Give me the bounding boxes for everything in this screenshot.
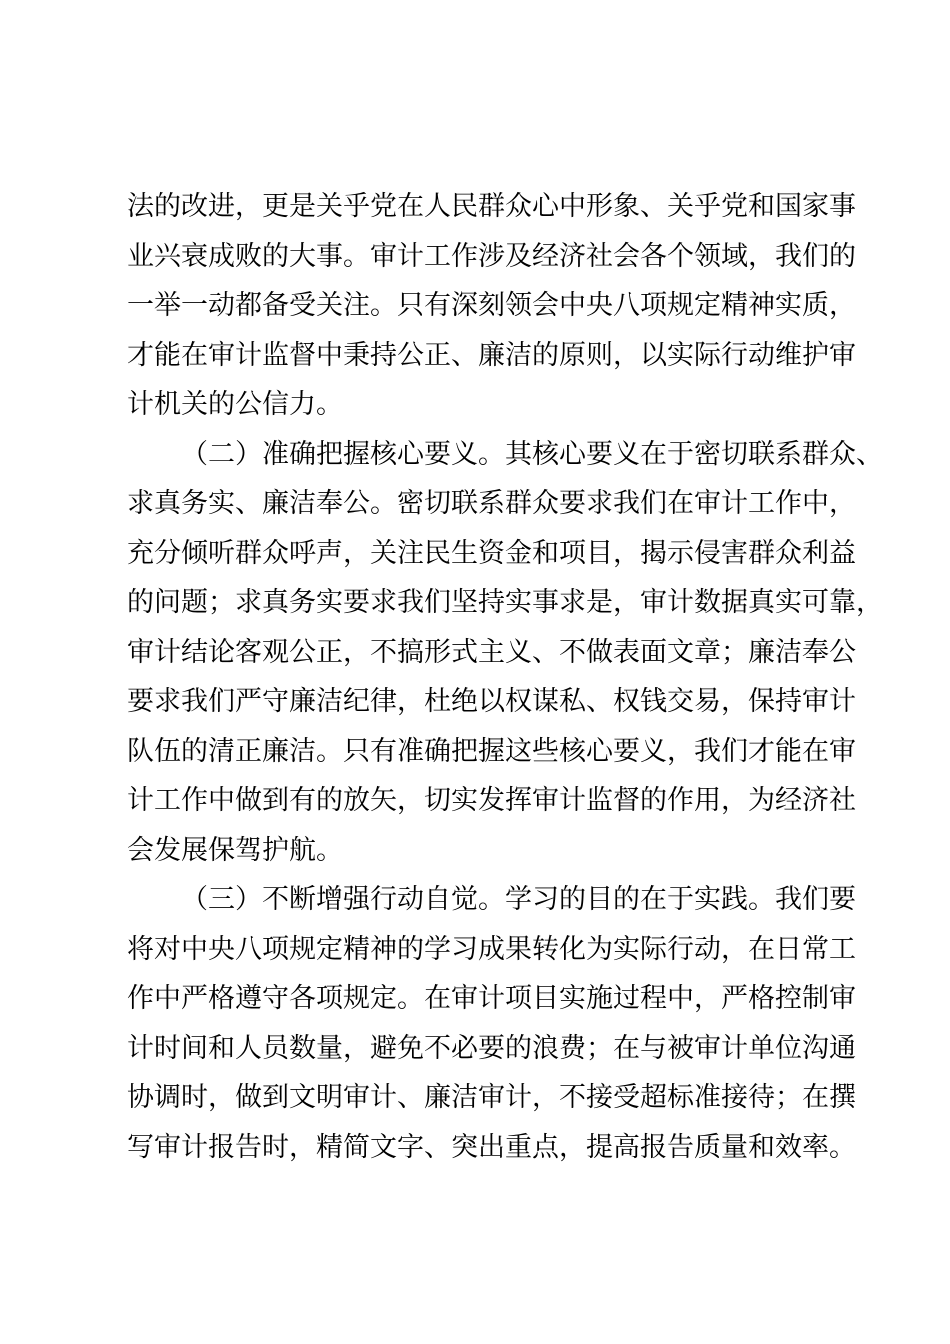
text-line: 法的改进，更是关乎党在人民群众心中形象、关乎党和国家事 (127, 191, 856, 222)
paragraph-heading-line: （三）不断增强行动自觉。学习的目的在于实践。我们要 (181, 884, 856, 915)
text-line: 一举一动都备受关注。只有深刻领会中央八项规定精神实质， (127, 290, 856, 321)
text-line: 充分倾听群众呼声，关注民生资金和项目，揭示侵害群众利益 (127, 537, 856, 569)
text-line: 队伍的清正廉洁。只有准确把握这些核心要义，我们才能在审 (127, 735, 856, 767)
text-line: 协调时，做到文明审计、廉洁审计，不接受超标准接待；在撰 (127, 1082, 856, 1113)
text-line: 计工作中做到有的放矢，切实发挥审计监督的作用，为经济社 (127, 785, 856, 816)
text-line: 审计结论客观公正，不搞形式主义、不做表面文章；廉洁奉公 (127, 636, 856, 668)
paragraph-heading-line: （二）准确把握核心要义。其核心要义在于密切联系群众、 (181, 438, 883, 470)
text-line: 才能在审计监督中秉持公正、廉洁的原则，以实际行动维护审 (127, 339, 856, 371)
text-line: 会发展保驾护航。 (127, 834, 343, 866)
text-line: 的问题；求真务实要求我们坚持实事求是，审计数据真实可靠， (127, 587, 883, 618)
text-line: 要求我们严守廉洁纪律，杜绝以权谋私、权钱交易，保持审计 (127, 686, 856, 717)
text-line: 计时间和人员数量，避免不必要的浪费；在与被审计单位沟通 (127, 1032, 856, 1064)
text-line: 求真务实、廉洁奉公。密切联系群众要求我们在审计工作中， (127, 488, 856, 519)
text-line: 作中严格遵守各项规定。在审计项目实施过程中，严格控制审 (127, 983, 856, 1014)
text-line: 写审计报告时，精简文字、突出重点，提高报告质量和效率。 (127, 1131, 856, 1163)
text-line: 将对中央八项规定精神的学习成果转化为实际行动，在日常工 (127, 933, 856, 965)
text-line: 业兴衰成败的大事。审计工作涉及经济社会各个领域，我们的 (127, 240, 856, 272)
body-text (127, 182, 883, 1172)
text-line: 计机关的公信力。 (127, 389, 343, 420)
